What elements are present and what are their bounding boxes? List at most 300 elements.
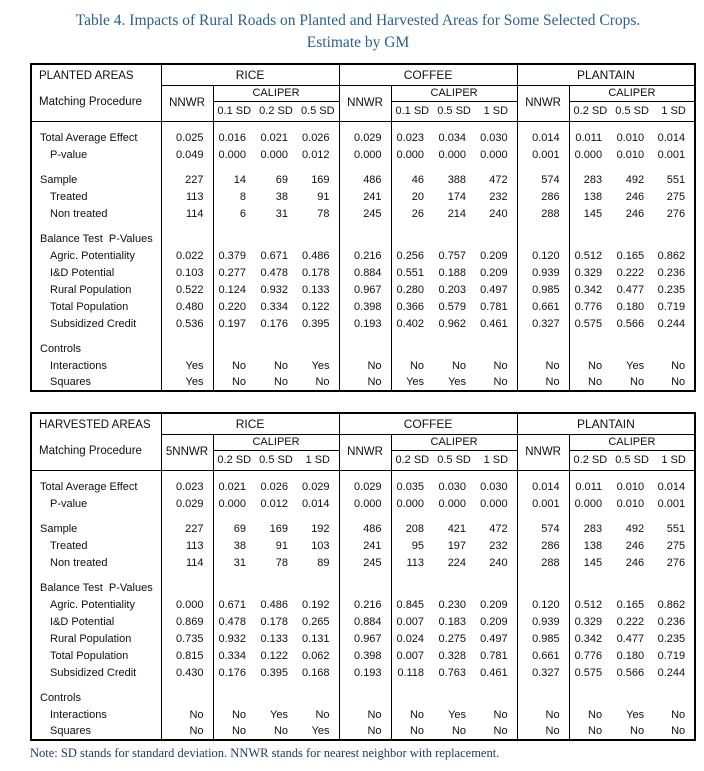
value-cell: 0.016 <box>218 131 246 144</box>
value-cell: 0.329 <box>574 615 603 628</box>
value-cell: 472 <box>475 520 517 537</box>
row-label <box>31 571 161 579</box>
value-cell: 0.209 <box>475 596 517 613</box>
value-cell: 492 <box>625 522 645 535</box>
value-cell <box>569 163 611 171</box>
value-cell: 0.781 <box>475 647 517 664</box>
value-cell: 0.244 <box>653 315 695 332</box>
value-cell: 0.256 <box>396 249 425 262</box>
value-cell: 0.497 <box>475 630 517 647</box>
value-cell: 31 <box>275 207 288 220</box>
value-cell: 0.012 <box>297 146 339 163</box>
value-cell: 0.398 <box>339 647 391 664</box>
spacer-row <box>31 222 695 230</box>
value-cell: 0.884 <box>339 613 391 630</box>
value-cell <box>611 689 653 706</box>
value-cell: 0.575 <box>574 666 603 679</box>
value-cell <box>391 340 433 357</box>
table-row <box>31 374 695 391</box>
value-cell: 246 <box>625 207 645 220</box>
value-cell: 0.939 <box>517 264 569 281</box>
value-cell <box>391 121 433 129</box>
value-cell: 0.932 <box>218 632 246 645</box>
value-cell: 0.985 <box>517 630 569 647</box>
value-cell: No <box>273 359 288 372</box>
value-cell <box>255 470 297 478</box>
value-cell: 0.230 <box>438 598 467 611</box>
value-cell <box>569 512 611 520</box>
value-cell: No <box>475 723 517 740</box>
matching-procedure-label: Matching Procedure <box>39 445 142 458</box>
value-cell: 0.001 <box>653 146 695 163</box>
value-cell: No <box>451 725 467 738</box>
value-cell <box>653 222 695 230</box>
row-label: I&D Potential <box>31 613 161 630</box>
row-label: Squares <box>31 723 161 740</box>
value-cell: Yes <box>270 708 288 721</box>
value-cell: 0.131 <box>297 630 339 647</box>
value-cell <box>161 332 213 340</box>
value-cell: 0.000 <box>339 146 391 163</box>
value-cell: 0.735 <box>161 630 213 647</box>
value-cell: 0.566 <box>616 666 645 679</box>
value-cell: 551 <box>653 520 695 537</box>
value-cell <box>339 512 391 520</box>
table-row <box>31 520 695 537</box>
value-cell: 0.366 <box>396 300 425 313</box>
value-cell: 286 <box>517 188 569 205</box>
value-cell: 0.939 <box>517 613 569 630</box>
value-cell <box>517 512 569 520</box>
row-label: Total Population <box>31 298 161 315</box>
value-cell <box>213 470 255 478</box>
value-cell <box>213 230 255 247</box>
value-cell: 0.024 <box>396 632 425 645</box>
value-cell: 0.014 <box>653 129 695 146</box>
value-cell <box>213 689 255 706</box>
value-cell: 0.014 <box>653 478 695 495</box>
value-cell: No <box>630 376 645 389</box>
value-cell <box>161 340 213 357</box>
row-label: Non treated <box>31 205 161 222</box>
value-cell: 0.029 <box>339 478 391 495</box>
value-cell <box>653 579 695 596</box>
value-cell: 91 <box>297 188 339 205</box>
sd-header: 1 SD <box>653 101 695 121</box>
value-cell: 20 <box>411 190 425 203</box>
value-cell <box>339 222 391 230</box>
value-cell: Yes <box>161 374 213 391</box>
table-title-line1: Table 4. Impacts of Rural Roads on Planted and Harvested Areas for Some Selected Crops. <box>75 12 641 29</box>
value-cell <box>611 470 653 478</box>
value-cell: 138 <box>583 539 603 552</box>
value-cell: 0.327 <box>517 315 569 332</box>
value-cell: 0.781 <box>475 298 517 315</box>
value-cell: No <box>588 725 603 738</box>
value-cell: No <box>451 359 467 372</box>
row-label: Interactions <box>31 357 161 374</box>
table-row <box>31 706 695 723</box>
value-cell <box>653 340 695 357</box>
value-cell <box>517 579 569 596</box>
value-cell: 192 <box>297 520 339 537</box>
value-cell: 0.280 <box>396 283 425 296</box>
value-cell: 246 <box>625 539 645 552</box>
row-label: P-value <box>31 146 161 163</box>
value-cell: 0.000 <box>396 148 425 161</box>
value-cell <box>297 579 339 596</box>
value-cell: No <box>630 725 645 738</box>
value-cell: 245 <box>339 205 391 222</box>
row-label <box>31 222 161 230</box>
spacer-row <box>31 512 695 520</box>
value-cell <box>475 689 517 706</box>
value-cell: No <box>517 374 569 391</box>
value-cell <box>517 470 569 478</box>
value-cell: 286 <box>517 537 569 554</box>
value-cell: 0.192 <box>297 596 339 613</box>
value-cell: 0.012 <box>260 497 288 510</box>
value-cell: 0.661 <box>517 647 569 664</box>
value-cell: No <box>273 376 288 389</box>
value-cell <box>297 681 339 689</box>
value-cell: 0.023 <box>396 131 425 144</box>
value-cell <box>255 571 297 579</box>
caliper-header: CALIPER <box>213 434 339 450</box>
row-label: Interactions <box>31 706 161 723</box>
value-cell <box>213 681 255 689</box>
value-cell: No <box>273 725 288 738</box>
table-row <box>31 537 695 554</box>
spacer-row <box>31 470 695 478</box>
value-cell <box>255 222 297 230</box>
value-cell: 0.178 <box>260 615 288 628</box>
value-cell <box>391 512 433 520</box>
value-cell <box>569 121 611 129</box>
value-cell: 0.049 <box>161 146 213 163</box>
table-row <box>31 689 695 706</box>
value-cell <box>475 121 517 129</box>
value-cell <box>611 681 653 689</box>
value-cell: 113 <box>161 537 213 554</box>
value-cell: 0.029 <box>297 478 339 495</box>
value-cell <box>297 689 339 706</box>
value-cell <box>653 121 695 129</box>
value-cell <box>475 681 517 689</box>
value-cell: 0.402 <box>396 317 425 330</box>
value-cell: 0.477 <box>616 632 645 645</box>
value-cell: 224 <box>447 556 467 569</box>
value-cell: 69 <box>275 173 288 186</box>
value-cell: 276 <box>653 205 695 222</box>
value-cell: 0.209 <box>475 264 517 281</box>
value-cell: 0.222 <box>616 266 645 279</box>
sd-header: 0.1 SD <box>213 101 255 121</box>
value-cell: 0.236 <box>653 264 695 281</box>
crop-header-rice: RICE <box>161 64 339 85</box>
value-cell: 0.661 <box>517 298 569 315</box>
value-cell <box>339 340 391 357</box>
row-label <box>31 163 161 171</box>
value-cell: 0.000 <box>574 497 603 510</box>
value-cell <box>611 512 653 520</box>
value-cell: Yes <box>297 357 339 374</box>
value-cell: Yes <box>626 708 645 721</box>
value-cell <box>255 340 297 357</box>
table-row <box>31 357 695 374</box>
value-cell: No <box>475 706 517 723</box>
value-cell <box>255 689 297 706</box>
table-row <box>31 298 695 315</box>
value-cell: 197 <box>447 539 467 552</box>
value-cell: 0.014 <box>517 129 569 146</box>
value-cell: 0.478 <box>260 266 288 279</box>
value-cell <box>569 689 611 706</box>
table-row <box>31 129 695 146</box>
value-cell: 0.235 <box>653 630 695 647</box>
row-label <box>31 121 161 129</box>
value-cell: 26 <box>411 207 425 220</box>
value-cell: 0.010 <box>616 480 645 493</box>
value-cell: 0.265 <box>297 613 339 630</box>
sd-header: 0.5 SD <box>611 450 653 470</box>
value-cell <box>297 222 339 230</box>
value-cell <box>433 340 475 357</box>
value-cell: 0.022 <box>161 247 213 264</box>
sd-header: 0.2 SD <box>255 101 297 121</box>
value-cell: 0.133 <box>260 632 288 645</box>
value-cell: 0.477 <box>616 283 645 296</box>
value-cell: 208 <box>405 522 425 535</box>
value-cell: 0.579 <box>438 300 467 313</box>
value-cell: 0.062 <box>297 647 339 664</box>
value-cell <box>213 222 255 230</box>
value-cell <box>569 222 611 230</box>
value-cell <box>297 512 339 520</box>
nnwr-header: NNWR <box>161 85 213 121</box>
value-cell: 0.010 <box>616 131 645 144</box>
value-cell: No <box>409 708 425 721</box>
value-cell <box>433 681 475 689</box>
value-cell: Yes <box>448 708 467 721</box>
value-cell: 0.329 <box>574 266 603 279</box>
value-cell <box>653 230 695 247</box>
harvested-areas-table <box>30 412 696 741</box>
value-cell: 0.776 <box>574 300 603 313</box>
area-title: HARVESTED AREAS <box>39 419 151 432</box>
value-cell <box>517 571 569 579</box>
value-cell <box>297 163 339 171</box>
value-cell: 0.103 <box>161 264 213 281</box>
value-cell: No <box>297 374 339 391</box>
value-cell <box>611 571 653 579</box>
value-cell <box>433 121 475 129</box>
value-cell <box>569 571 611 579</box>
value-cell <box>297 571 339 579</box>
value-cell: 0.757 <box>438 249 467 262</box>
value-cell: No <box>588 359 603 372</box>
value-cell: 0.014 <box>517 478 569 495</box>
value-cell: 240 <box>475 554 517 571</box>
table-row <box>31 613 695 630</box>
table-row <box>31 630 695 647</box>
value-cell: 0.000 <box>396 497 425 510</box>
value-cell: 0.884 <box>339 264 391 281</box>
value-cell: 421 <box>447 522 467 535</box>
value-cell <box>653 470 695 478</box>
value-cell <box>161 681 213 689</box>
value-cell: No <box>409 359 425 372</box>
value-cell: No <box>339 374 391 391</box>
table-row <box>31 315 695 332</box>
nnwr-header: NNWR <box>339 434 391 470</box>
row-label: Treated <box>31 188 161 205</box>
value-cell: No <box>517 723 569 740</box>
value-cell: 0.985 <box>517 281 569 298</box>
value-cell: No <box>231 725 246 738</box>
value-cell <box>653 571 695 579</box>
value-cell: 0.001 <box>517 495 569 512</box>
value-cell: No <box>475 357 517 374</box>
row-label: Controls <box>31 340 161 357</box>
value-cell: 0.001 <box>517 146 569 163</box>
value-cell: 0.235 <box>653 281 695 298</box>
value-cell: 0.862 <box>653 596 695 613</box>
value-cell: 169 <box>269 522 288 535</box>
value-cell: 0.029 <box>161 495 213 512</box>
value-cell: 0.398 <box>339 298 391 315</box>
value-cell: 486 <box>339 520 391 537</box>
value-cell: 0.395 <box>260 666 288 679</box>
value-cell: 0.193 <box>339 664 391 681</box>
value-cell: 0.522 <box>161 281 213 298</box>
value-cell <box>255 512 297 520</box>
value-cell: 0.480 <box>161 298 213 315</box>
value-cell: 0.395 <box>297 315 339 332</box>
value-cell <box>339 470 391 478</box>
value-cell: 246 <box>625 190 645 203</box>
value-cell: 0.168 <box>297 664 339 681</box>
value-cell: 0.001 <box>653 495 695 512</box>
value-cell: 0.120 <box>517 247 569 264</box>
row-label <box>31 512 161 520</box>
value-cell <box>611 579 653 596</box>
value-cell: 551 <box>653 171 695 188</box>
value-cell: 492 <box>625 173 645 186</box>
value-cell <box>339 163 391 171</box>
value-cell: No <box>653 374 695 391</box>
value-cell <box>569 340 611 357</box>
caliper-header: CALIPER <box>213 85 339 101</box>
value-cell <box>611 230 653 247</box>
value-cell <box>475 340 517 357</box>
nnwr-header: NNWR <box>339 85 391 121</box>
value-cell: 0.342 <box>574 283 603 296</box>
sd-header: 0.5 SD <box>297 101 339 121</box>
sd-header: 0.2 SD <box>569 450 611 470</box>
sd-header: 0.5 SD <box>611 101 653 121</box>
value-cell <box>339 579 391 596</box>
caliper-header: CALIPER <box>569 434 695 450</box>
table-row <box>31 205 695 222</box>
value-cell: 0.342 <box>574 632 603 645</box>
value-cell: 0.133 <box>297 281 339 298</box>
value-cell <box>297 121 339 129</box>
value-cell <box>517 681 569 689</box>
value-cell <box>161 222 213 230</box>
area-label-cell <box>31 64 161 121</box>
value-cell: 0.763 <box>438 666 467 679</box>
value-cell: 0.122 <box>297 298 339 315</box>
value-cell: 0.478 <box>218 615 246 628</box>
value-cell: 0.010 <box>616 148 645 161</box>
row-label: I&D Potential <box>31 264 161 281</box>
value-cell: 46 <box>411 173 425 186</box>
value-cell <box>391 689 433 706</box>
value-cell: 0.000 <box>161 596 213 613</box>
value-cell: No <box>653 706 695 723</box>
value-cell: 0.197 <box>218 317 246 330</box>
value-cell: 145 <box>583 207 603 220</box>
matching-procedure-label: Matching Procedure <box>39 96 142 109</box>
crop-header-rice: RICE <box>161 413 339 434</box>
nnwr-header: NNWR <box>517 434 569 470</box>
table-row <box>31 171 695 188</box>
value-cell: 0.122 <box>260 649 288 662</box>
value-cell: 0.962 <box>438 317 467 330</box>
value-cell: 0.000 <box>218 497 246 510</box>
row-label: Non treated <box>31 554 161 571</box>
value-cell <box>653 163 695 171</box>
value-cell <box>517 340 569 357</box>
value-cell <box>433 579 475 596</box>
value-cell: 114 <box>161 205 213 222</box>
value-cell <box>161 470 213 478</box>
value-cell <box>433 332 475 340</box>
value-cell: 8 <box>239 190 246 203</box>
value-cell: 227 <box>161 520 213 537</box>
value-cell: 0.497 <box>475 281 517 298</box>
value-cell <box>339 121 391 129</box>
value-cell: 0.180 <box>616 649 645 662</box>
value-cell <box>213 571 255 579</box>
value-cell: 174 <box>447 190 467 203</box>
header-row-crops <box>31 413 695 434</box>
value-cell <box>255 332 297 340</box>
value-cell <box>213 121 255 129</box>
value-cell: 0.461 <box>475 664 517 681</box>
crop-header-plantain: PLANTAIN <box>517 64 695 85</box>
value-cell <box>161 689 213 706</box>
value-cell <box>297 332 339 340</box>
spacer-row <box>31 681 695 689</box>
value-cell <box>161 512 213 520</box>
value-cell: 0.671 <box>218 598 246 611</box>
value-cell: No <box>161 706 213 723</box>
value-cell: 0.216 <box>339 247 391 264</box>
value-cell: No <box>231 708 246 721</box>
table-row <box>31 247 695 264</box>
value-cell: 0.334 <box>218 649 246 662</box>
value-cell: 38 <box>275 190 288 203</box>
value-cell <box>611 222 653 230</box>
value-cell <box>569 579 611 596</box>
row-label: Rural Population <box>31 281 161 298</box>
value-cell: No <box>475 374 517 391</box>
sd-header: 1 SD <box>475 450 517 470</box>
row-label: Sample <box>31 171 161 188</box>
table-title <box>30 10 686 53</box>
